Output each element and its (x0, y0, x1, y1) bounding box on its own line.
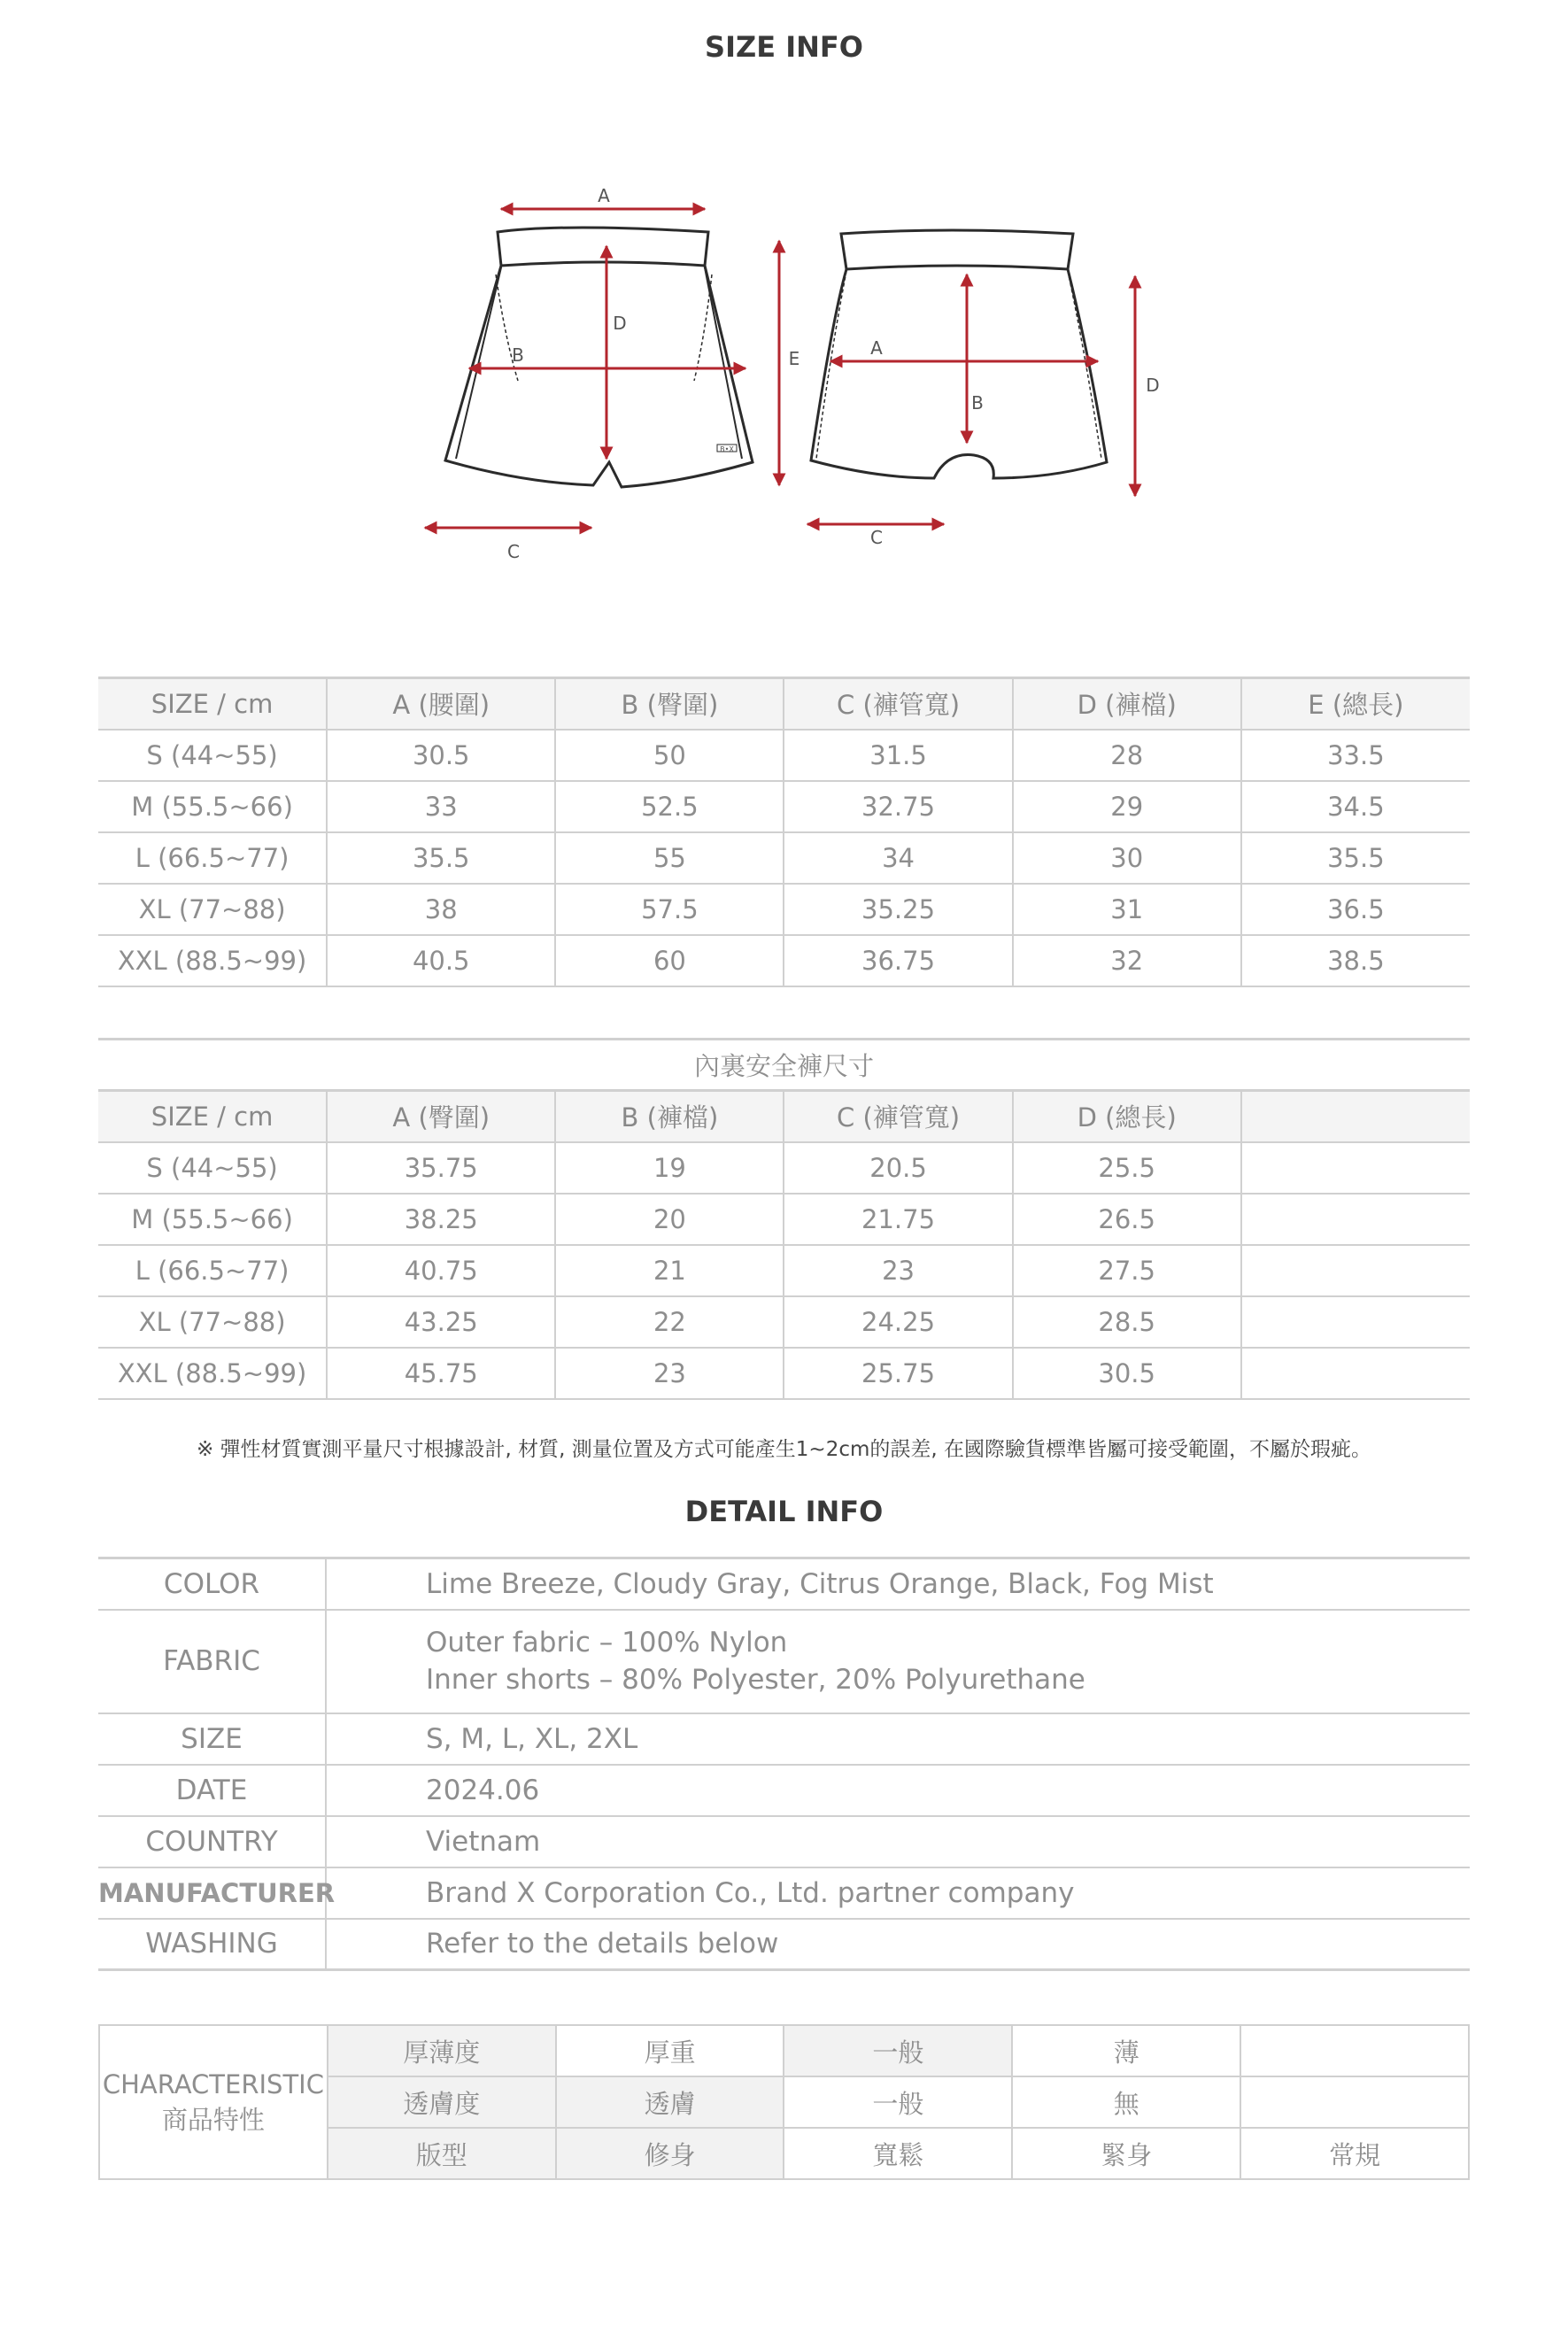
table-row (98, 884, 1470, 935)
value-cell: 24.25 (784, 1296, 1012, 1348)
header-a: A (腰圍) (327, 678, 555, 730)
value-cell: 25.5 (1013, 1142, 1241, 1194)
header-size: SIZE / cm (98, 1091, 327, 1142)
char-option (1240, 2076, 1469, 2128)
fabric-label: FABRIC (98, 1610, 326, 1713)
header-e: E (總長) (1241, 678, 1470, 730)
front-label-b: B (512, 344, 524, 366)
value-cell: 25.75 (784, 1348, 1012, 1399)
header-d: D (總長) (1013, 1091, 1241, 1142)
char-option: 一般 (784, 2076, 1012, 2128)
size-cell: M (55.5~66) (98, 781, 327, 832)
back-label-a: A (870, 337, 883, 359)
value-cell: 33.5 (1241, 730, 1470, 781)
value-cell: 38.25 (327, 1194, 555, 1245)
value-cell: 22 (555, 1296, 784, 1348)
characteristic-label-en: CHARACTERISTIC (102, 2069, 324, 2099)
header-c: C (褲管寬) (784, 1091, 1012, 1142)
value-cell (1241, 1348, 1470, 1399)
table-row (98, 1348, 1470, 1399)
characteristic-table (98, 2024, 1470, 2180)
header-c: C (褲管寬) (784, 678, 1012, 730)
char-name: 厚薄度 (328, 2025, 556, 2076)
value-cell: 36.5 (1241, 884, 1470, 935)
value-cell (1241, 1296, 1470, 1348)
inner-shorts-caption: 內裏安全褲尺寸 (98, 1038, 1470, 1089)
char-option: 一般 (784, 2025, 1012, 2076)
front-shorts-drawing (445, 228, 753, 487)
size-cell: L (66.5~77) (98, 1245, 327, 1296)
value-cell: 30 (1013, 832, 1241, 884)
value-cell: 21 (555, 1245, 784, 1296)
value-cell: 28 (1013, 730, 1241, 781)
measurement-note: ※ 彈性材質實測平量尺寸根據設計, 材質, 測量位置及方式可能產生1~2cm的誤差, 在國際驗貨標準皆屬可接受範圍，不屬於瑕疵。 (196, 1438, 1372, 1461)
value-cell: 35.5 (327, 832, 555, 884)
washing-value: Refer to the details below (426, 1928, 779, 1960)
header-b: B (臀圍) (555, 678, 784, 730)
fabric-inner: Inner shorts – 80% Polyester, 20% Polyurethane (426, 1664, 1085, 1696)
value-cell: 35.25 (784, 884, 1012, 935)
value-cell: 27.5 (1013, 1245, 1241, 1296)
char-option: 常規 (1240, 2128, 1469, 2179)
manufacturer-label: MANUFACTURER (98, 1867, 326, 1919)
manufacturer-value: Brand X Corporation Co., Ltd. partner company (426, 1876, 1075, 1909)
value-cell (1241, 1194, 1470, 1245)
value-cell: 32.75 (784, 781, 1012, 832)
fabric-value (326, 1610, 1470, 1713)
back-label-c: C (870, 527, 883, 548)
country-value: Vietnam (426, 1825, 541, 1858)
detail-row-size (98, 1713, 1470, 1765)
char-option: 寬鬆 (784, 2128, 1012, 2179)
value-cell: 38.5 (1241, 935, 1470, 986)
detail-row-color (98, 1558, 1470, 1610)
char-option: 緊身 (1012, 2128, 1240, 2179)
value-cell: 50 (555, 730, 784, 781)
header-a: A (臀圍) (327, 1091, 555, 1142)
inner-shorts-table (98, 1089, 1470, 1400)
value-cell: 23 (555, 1348, 784, 1399)
value-cell: 19 (555, 1142, 784, 1194)
value-cell: 43.25 (327, 1296, 555, 1348)
char-option (1240, 2025, 1469, 2076)
detail-row-country (98, 1816, 1470, 1867)
detail-row-date (98, 1765, 1470, 1816)
value-cell: 29 (1013, 781, 1241, 832)
value-cell (1241, 1245, 1470, 1296)
char-option: 無 (1012, 2076, 1240, 2128)
header-d: D (褲檔) (1013, 678, 1241, 730)
front-label-a: A (598, 185, 610, 206)
value-cell: 20 (555, 1194, 784, 1245)
detail-row-manufacturer (98, 1867, 1470, 1919)
size-table (98, 677, 1470, 987)
value-cell: 40.5 (327, 935, 555, 986)
inner-table-header (98, 1091, 1470, 1142)
table-row (98, 1245, 1470, 1296)
size-cell: XXL (88.5~99) (98, 935, 327, 986)
back-label-d: D (1146, 375, 1160, 396)
value-cell: 45.75 (327, 1348, 555, 1399)
value-cell: 31 (1013, 884, 1241, 935)
date-label: DATE (98, 1765, 326, 1816)
value-cell: 33 (327, 781, 555, 832)
size-value: S, M, L, XL, 2XL (426, 1722, 638, 1755)
table-row (98, 1142, 1470, 1194)
table-row (98, 781, 1470, 832)
value-cell: 34.5 (1241, 781, 1470, 832)
size-cell: XL (77~88) (98, 884, 327, 935)
value-cell: 30.5 (327, 730, 555, 781)
value-cell (1241, 1142, 1470, 1194)
value-cell: 57.5 (555, 884, 784, 935)
back-label-b: B (971, 392, 984, 414)
back-shorts-drawing (811, 230, 1107, 478)
char-option: 透膚 (556, 2076, 784, 2128)
front-label-d: D (613, 313, 627, 334)
value-cell: 52.5 (555, 781, 784, 832)
size-label: SIZE (98, 1713, 326, 1765)
detail-info-title: DETAIL INFO (684, 1495, 884, 1528)
country-label: COUNTRY (98, 1816, 326, 1867)
size-cell: S (44~55) (98, 1142, 327, 1194)
characteristic-label (99, 2025, 328, 2179)
char-option: 厚重 (556, 2025, 784, 2076)
brand-tag-text: B•X (720, 445, 734, 453)
value-cell: 28.5 (1013, 1296, 1241, 1348)
header-b: B (褲檔) (555, 1091, 784, 1142)
value-cell: 60 (555, 935, 784, 986)
detail-table (98, 1557, 1470, 1971)
header-empty (1241, 1091, 1470, 1142)
table-row (98, 730, 1470, 781)
value-cell: 35.5 (1241, 832, 1470, 884)
detail-row-washing (98, 1919, 1470, 1970)
color-label: COLOR (98, 1558, 326, 1610)
char-name: 版型 (328, 2128, 556, 2179)
char-option: 薄 (1012, 2025, 1240, 2076)
table-row (98, 1194, 1470, 1245)
value-cell: 40.75 (327, 1245, 555, 1296)
value-cell: 55 (555, 832, 784, 884)
size-cell: L (66.5~77) (98, 832, 327, 884)
shorts-measurement-diagram (416, 177, 1169, 584)
characteristic-label-zh: 商品特性 (161, 2105, 265, 2135)
fabric-outer: Outer fabric – 100% Nylon (426, 1627, 788, 1658)
front-label-e: E (788, 348, 800, 369)
header-size: SIZE / cm (98, 678, 327, 730)
table-row (98, 935, 1470, 986)
value-cell: 35.75 (327, 1142, 555, 1194)
front-label-c: C (507, 541, 520, 562)
value-cell: 30.5 (1013, 1348, 1241, 1399)
date-value: 2024.06 (426, 1774, 540, 1806)
size-cell: S (44~55) (98, 730, 327, 781)
value-cell: 31.5 (784, 730, 1012, 781)
color-value: Lime Breeze, Cloudy Gray, Citrus Orange, Black, Fog Mist (426, 1567, 1214, 1600)
char-name: 透膚度 (328, 2076, 556, 2128)
char-option: 修身 (556, 2128, 784, 2179)
value-cell: 23 (784, 1245, 1012, 1296)
value-cell: 34 (784, 832, 1012, 884)
value-cell: 20.5 (784, 1142, 1012, 1194)
value-cell: 36.75 (784, 935, 1012, 986)
size-table-header (98, 678, 1470, 730)
table-row (98, 832, 1470, 884)
char-row-thickness (99, 2025, 1469, 2076)
size-info-title: SIZE INFO (705, 30, 863, 64)
table-row (98, 1296, 1470, 1348)
value-cell: 21.75 (784, 1194, 1012, 1245)
size-cell: XXL (88.5~99) (98, 1348, 327, 1399)
value-cell: 38 (327, 884, 555, 935)
washing-label: WASHING (98, 1919, 326, 1970)
value-cell: 26.5 (1013, 1194, 1241, 1245)
value-cell: 32 (1013, 935, 1241, 986)
detail-row-fabric (98, 1610, 1470, 1713)
size-cell: XL (77~88) (98, 1296, 327, 1348)
size-cell: M (55.5~66) (98, 1194, 327, 1245)
